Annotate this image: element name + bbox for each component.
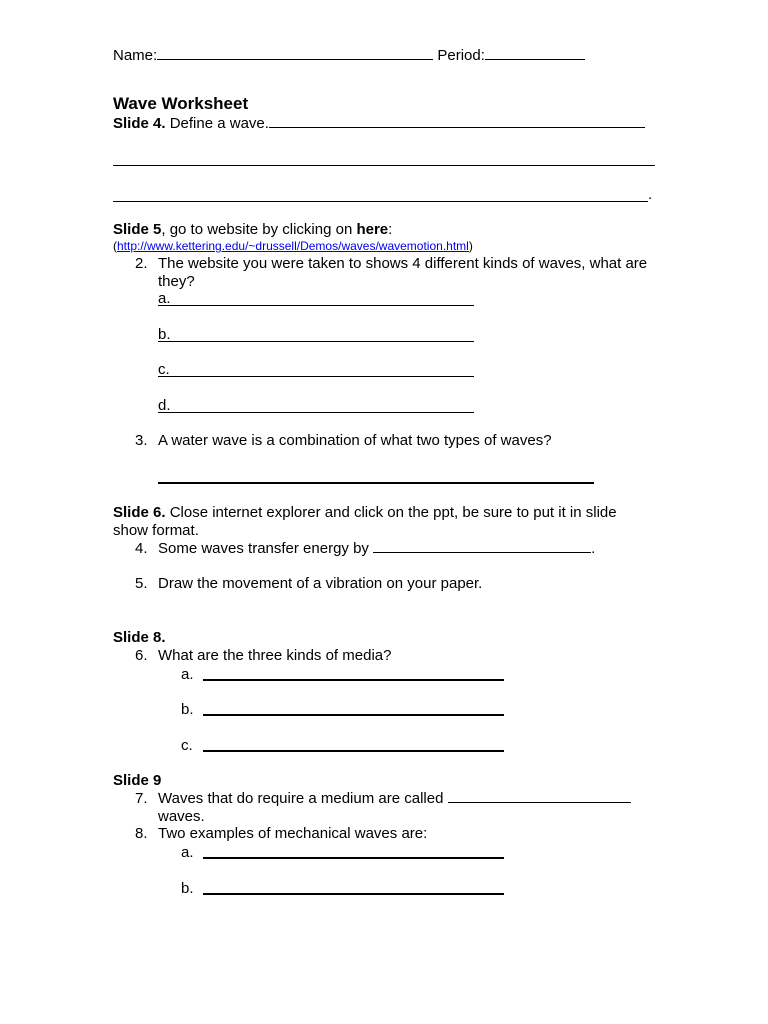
q2-text-line1: The website you were taken to shows 4 different kinds of waves, what are [158, 255, 648, 272]
q5-text: Draw the movement of a vibration on your paper. [158, 575, 483, 592]
q2-option-c-label: c. [158, 361, 170, 378]
slide9-heading: Slide 9 [113, 772, 162, 789]
q6-option-b-label: b. [181, 701, 194, 718]
q6-option-a-label: a. [181, 666, 194, 683]
here-link-label[interactable]: here [356, 221, 389, 238]
q2-blank-b[interactable] [158, 341, 474, 342]
slide8-heading: Slide 8. [113, 629, 166, 646]
q8-blank-b[interactable] [203, 893, 504, 895]
period-blank[interactable] [485, 59, 585, 60]
q7-text-line2: waves. [158, 808, 205, 825]
slide4-blank-2[interactable] [113, 165, 655, 166]
q3-text: A water wave is a combination of what two types of waves? [158, 432, 552, 449]
q4-blank[interactable] [373, 552, 591, 553]
q4-end-mark: . [591, 540, 596, 557]
slide4-heading: Slide 4. [113, 115, 166, 132]
page-title: Wave Worksheet [113, 94, 249, 113]
slide5-row [113, 221, 392, 238]
slide6-row [113, 504, 617, 521]
slide4-blank-1[interactable] [269, 127, 645, 128]
url-paren-close: ) [468, 239, 473, 253]
q7-number: 7. [135, 790, 148, 807]
q6-blank-a[interactable] [203, 679, 504, 681]
q5-number: 5. [135, 575, 148, 592]
slide4-row [113, 115, 645, 132]
url-row [113, 239, 473, 253]
q8-number: 8. [135, 825, 148, 842]
slide4-end-mark: . [648, 186, 653, 203]
url-paren-open: ( [113, 239, 117, 253]
slide6-heading: Slide 6. [113, 504, 166, 521]
slide5-colon: : [388, 221, 393, 238]
q2-blank-d[interactable] [158, 412, 474, 413]
q2-blank-a[interactable] [158, 305, 474, 306]
q2-number: 2. [135, 255, 148, 272]
q2-text-line2: they? [158, 273, 195, 290]
q2-option-a-label: a. [158, 290, 171, 307]
q6-blank-b[interactable] [203, 714, 504, 716]
q3-number: 3. [135, 432, 148, 449]
q2-option-d-label: d. [158, 397, 171, 414]
q4-number: 4. [135, 540, 148, 557]
slide4-prompt: Define a wave. [169, 115, 269, 132]
q8-option-b-label: b. [181, 880, 194, 897]
name-blank[interactable] [157, 59, 433, 60]
q8-text: Two examples of mechanical waves are: [158, 825, 428, 842]
wavemotion-link[interactable]: http://www.kettering.edu/~drussell/Demos/waves/wavemotion.html [117, 239, 469, 253]
q6-number: 6. [135, 647, 148, 664]
slide6-text-line1: Close internet explorer and click on the ppt, be sure to put it in slide [169, 504, 617, 521]
q8-blank-a[interactable] [203, 857, 504, 859]
period-label: Period: [437, 47, 485, 64]
slide5-text: , go to website by clicking on [161, 221, 357, 238]
q6-blank-c[interactable] [203, 750, 504, 752]
q4-row [158, 540, 595, 557]
q7-text: Waves that do require a medium are called [158, 790, 444, 807]
q8-option-a-label: a. [181, 844, 194, 861]
q4-text: Some waves transfer energy by [158, 540, 369, 557]
q7-blank[interactable] [448, 802, 631, 803]
q7-row [158, 790, 631, 807]
q3-blank[interactable] [158, 482, 594, 484]
q2-blank-c[interactable] [158, 376, 474, 377]
slide5-heading: Slide 5 [113, 221, 162, 238]
q2-option-b-label: b. [158, 326, 171, 343]
q6-option-c-label: c. [181, 737, 193, 754]
slide4-blank-3[interactable] [113, 201, 648, 202]
name-label: Name: [113, 47, 158, 64]
name-field-row [113, 47, 585, 64]
q6-text: What are the three kinds of media? [158, 647, 392, 664]
slide6-text-line2: show format. [113, 522, 199, 539]
